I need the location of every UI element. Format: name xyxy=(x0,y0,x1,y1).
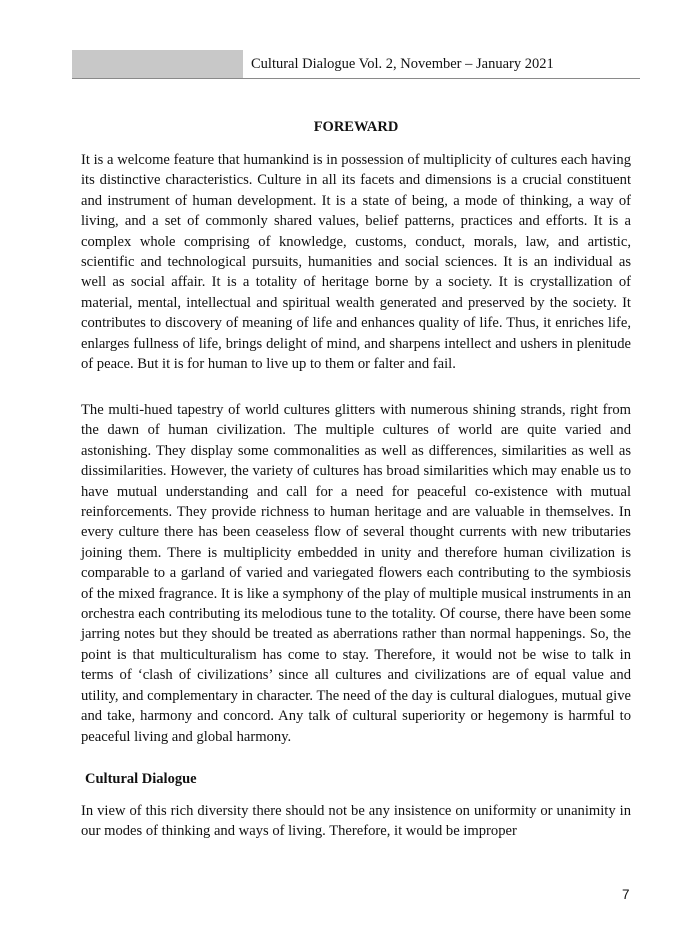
body-paragraph-1: It is a welcome feature that humankind is in possession of multiplicity of cultures each having its distinctive characteristics. Culture in all its facets and dimensions is a crucial constituent and instrument of human development. It is a state of being, a mode of thinking, a way of living, and a set of commonly shared values, belief patterns, practices and efforts. It is a complex whole comprising of knowledge, customs, conduct, morals, law, and artistic, scientific and technological pursuits, humanities and social sciences. It is an individual as well as social affair. It is a totality of heritage borne by a society. It is crystallization of material, mental, intellectual and spiritual wealth generated and preserved by the society. It contributes to discovery of meaning of life and enhances quality of life. Thus, it enriches life, enlarges fullness of life, brings delight of mind, and sharpens intellect and ushers in plenitude of peace. But it is for human to live up to them or falter and fail. xyxy=(81,152,631,373)
page-number: 7 xyxy=(622,887,630,902)
body-paragraph-3: In view of this rich diversity there should not be any insistence on uniformity or unanimity in our modes of thinking and ways of living. Therefore, it would be improper xyxy=(81,803,631,840)
journal-header-text: Cultural Dialogue Vol. 2, November – January 2021 xyxy=(251,56,554,72)
running-header xyxy=(72,50,640,79)
header-shade-block xyxy=(72,50,243,78)
body-paragraph-2: The multi-hued tapestry of world cultures glitters with numerous shining strands, right from the dawn of human civilization. The multiple cultures of world are quite varied and astonishing. They display some commonalities as well as differences, similarities as well as dissimilarities. However, the variety of cultures has broad similarities which may enable us to have mutual understanding and call for a need for peaceful co-existence with mutual reinforcements. They provide richness to human heritage and are valuable in themselves. In every culture there has been ceaseless flow of several thought currents with new tributaries joining them. There is multiplicity embedded in unity and therefore human civilization is comparable to a garland of varied and variegated flowers each contributing to the symbiosis of the mixed fragrance. It is like a symphony of the play of multiple musical instruments in an orchestra each contributing its melodious tune to the totality. Of course, there have been some jarring notes but they should be treated as aberrations rather than normal happenings. So, the point is that multiculturalism has come to stay. Therefore, it would not be wise to talk in terms of ‘clash of civilizations’ since all cultures and civilizations are of equal value and utility, and complementary in character. The need of the day is cultural dialogues, mutual give and take, harmony and concord. Any talk of cultural superiority or hegemony is harmful to peaceful living and global harmony. xyxy=(81,402,631,745)
page-title: FOREWARD xyxy=(313,119,399,135)
section-heading: Cultural Dialogue xyxy=(85,771,197,787)
